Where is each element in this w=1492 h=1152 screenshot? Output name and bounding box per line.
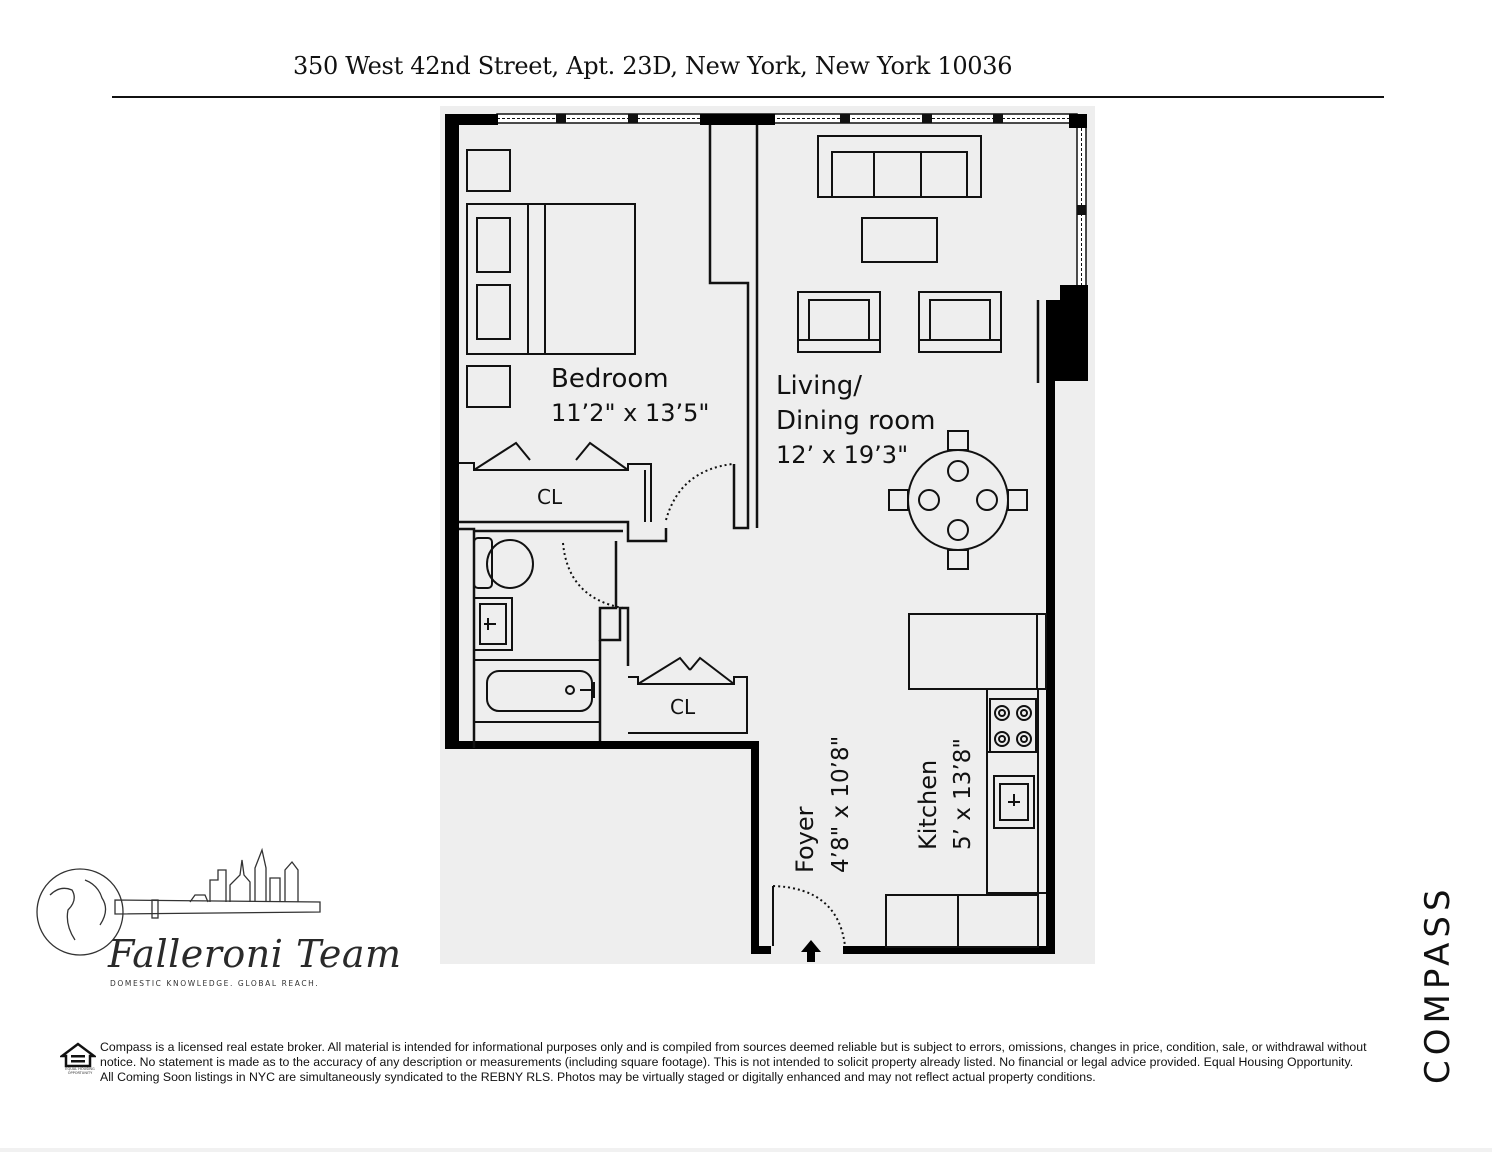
key-shaft [115,900,320,914]
living-size: 12’ x 19’3" [776,441,909,469]
living-name-line1: Living/ [776,371,863,401]
closet-lower-label: CL [670,695,696,719]
foyer-size: 4’8" x 10’8" [828,735,854,873]
equal-housing-icon [60,1042,96,1082]
window-top [497,114,1077,123]
window-right [1077,123,1086,288]
bedroom-name: Bedroom [551,364,669,394]
legal-disclaimer: Compass is a licensed real estate broker. All material is intended for informational purposes only and is compiled from sources deemed reliable but is subject to errors, omissions, changes in price, condition, sale, or withdrawal without notice. No statement is made as to the accuracy of any description or measurements (including square footage). This is not intended to solicit property already listed. No financial or legal advice provided. Equal Housing Opportunity. All Coming Soon listings in NYC are simultaneously syndicated to the REBNY RLS. Photos may be virtually staged or digitally enhanced and may not reflect actual property conditions. [100,1040,1367,1084]
kitchen-sink-icon [994,776,1034,828]
living-name-line2: Dining room [776,406,936,436]
kitchen-name: Kitchen [914,759,942,850]
compass-logo: COMPASS [1418,884,1458,1084]
closet-upper-label: CL [537,485,563,509]
equal-housing-caption: EQUAL HOUSING OPPORTUNITY [65,1067,95,1075]
team-name: Falleroni Team [108,932,402,976]
property-address: 350 West 42nd Street, Apt. 23D, New York, New York 10036 [293,52,1013,80]
team-tagline: DOMESTIC KNOWLEDGE. GLOBAL REACH. [110,979,320,988]
foyer-name: Foyer [791,806,819,873]
footer-divider [0,1148,1492,1152]
kitchen-size: 5’ x 13’8" [950,738,976,850]
plan-background [440,106,1095,964]
bedroom-size: 11’2" x 13’5" [551,399,710,427]
